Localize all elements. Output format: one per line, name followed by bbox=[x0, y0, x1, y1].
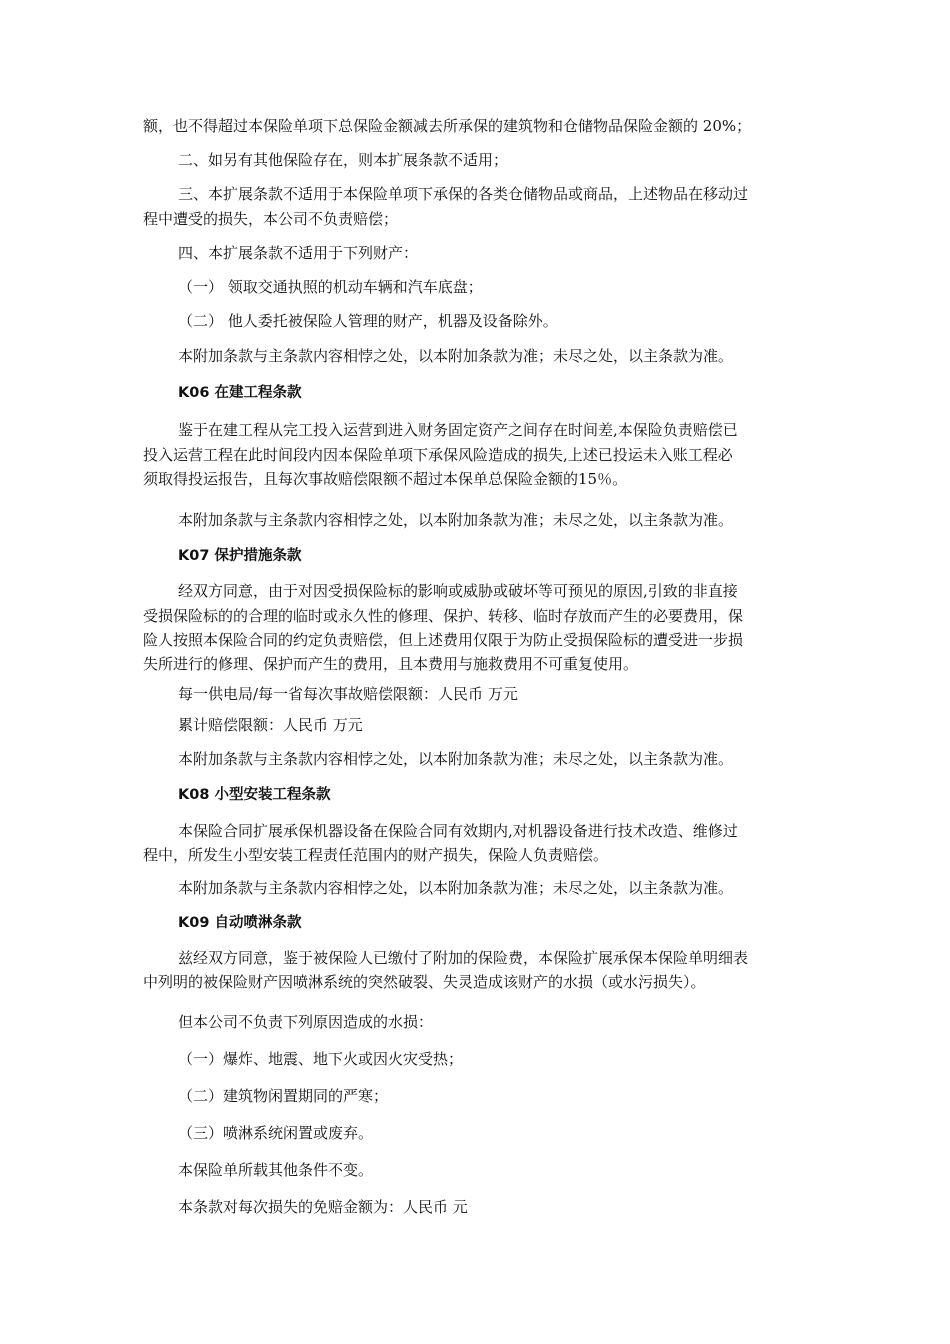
list-item: （一） 领取交通执照的机动车辆和汽车底盘； bbox=[178, 278, 483, 296]
paragraph-line: 本附加条款与主条款内容相悖之处，以本附加条款为准；未尽之处，以主条款为准。 bbox=[178, 511, 734, 529]
paragraph-line: 程中，所发生小型安装工程责任范围内的财产损失，保险人负责赔偿。 bbox=[143, 846, 609, 864]
paragraph-line: 本保险合同扩展承保机器设备在保险合同有效期内,对机器设备进行技术改造、维修过 bbox=[178, 822, 738, 840]
paragraph-line: 中列明的被保险财产因喷淋系统的突然破裂、失灵造成该财产的水损（或水污损失）。 bbox=[143, 973, 706, 991]
paragraph-line: 投入运营工程在此时间段内因本保险单项下承保风险造成的损失,上述已投运未入账工程必 bbox=[143, 446, 733, 464]
paragraph-line: 三、本扩展条款不适用于本保险单项下承保的各类仓储物品或商品，上述物品在移动过 bbox=[178, 185, 749, 203]
paragraph-line: 经双方同意，由于对因受损保险标的影响或威胁或破坏等可预见的原因,引致的非直接 bbox=[178, 582, 738, 600]
paragraph-line: 本条款对每次损失的免赔金额为：人民币 元 bbox=[178, 1198, 468, 1216]
paragraph-line: 二、如另有其他保险存在，则本扩展条款不适用； bbox=[178, 151, 509, 169]
paragraph-line: 四、本扩展条款不适用于下列财产： bbox=[178, 244, 419, 262]
paragraph-line: 鉴于在建工程从完工投入运营到进入财务固定资产之间存在时间差,本保险负责赔偿已 bbox=[178, 421, 738, 439]
section-heading-k06: K06 在建工程条款 bbox=[178, 385, 302, 401]
list-item: （一）爆炸、地震、地下火或因火灾受热； bbox=[178, 1050, 464, 1068]
paragraph-line: 程中遭受的损失，本公司不负责赔偿； bbox=[143, 210, 399, 228]
paragraph-line: 险人按照本保险合同的约定负责赔偿，但上述费用仅限于为防止受损保险标的遭受进一步损 bbox=[143, 631, 744, 649]
paragraph-line: 每一供电局/每一省每次事故赔偿限额：人民币 万元 bbox=[178, 685, 518, 703]
paragraph-line: 累计赔偿限额：人民币 万元 bbox=[178, 716, 363, 734]
paragraph-line: 本保险单所载其他条件不变。 bbox=[178, 1161, 374, 1179]
paragraph-line: 本附加条款与主条款内容相悖之处，以本附加条款为准；未尽之处，以主条款为准。 bbox=[178, 879, 734, 897]
list-item: （二）建筑物闲置期同的严寒； bbox=[178, 1087, 389, 1105]
paragraph-line: 须取得投运报告，且每次事故赔偿限额不超过本保单总保险金额的15％。 bbox=[143, 470, 628, 488]
paragraph-line: 受损保险标的的合理的临时或永久性的修理、保护、转移、临时存放而产生的必要费用，保 bbox=[143, 607, 744, 625]
list-item: （三）喷淋系统闲置或废弃。 bbox=[178, 1124, 374, 1142]
list-item: （二） 他人委托被保险人管理的财产，机器及设备除外。 bbox=[178, 312, 558, 330]
section-heading-k07: K07 保护措施条款 bbox=[178, 548, 302, 564]
paragraph-line: 本附加条款与主条款内容相悖之处，以本附加条款为准；未尽之处，以主条款为准。 bbox=[178, 750, 734, 768]
paragraph-line: 但本公司不负责下列原因造成的水损： bbox=[178, 1013, 434, 1031]
section-heading-k08: K08 小型安装工程条款 bbox=[178, 787, 331, 803]
section-heading-k09: K09 自动喷淋条款 bbox=[178, 915, 302, 931]
paragraph-line: 失所进行的修理、保护而产生的费用，且本费用与施救费用不可重复使用。 bbox=[143, 655, 639, 673]
paragraph-line: 本附加条款与主条款内容相悖之处，以本附加条款为准；未尽之处，以主条款为准。 bbox=[178, 347, 734, 365]
paragraph-line: 兹经双方同意，鉴于被保险人已缴付了附加的保险费，本保险扩展承保本保险单明细表 bbox=[178, 949, 749, 967]
paragraph-line: 额，也不得超过本保险单项下总保险金额减去所承保的建筑物和仓储物品保险金额的 20%； bbox=[143, 117, 752, 135]
